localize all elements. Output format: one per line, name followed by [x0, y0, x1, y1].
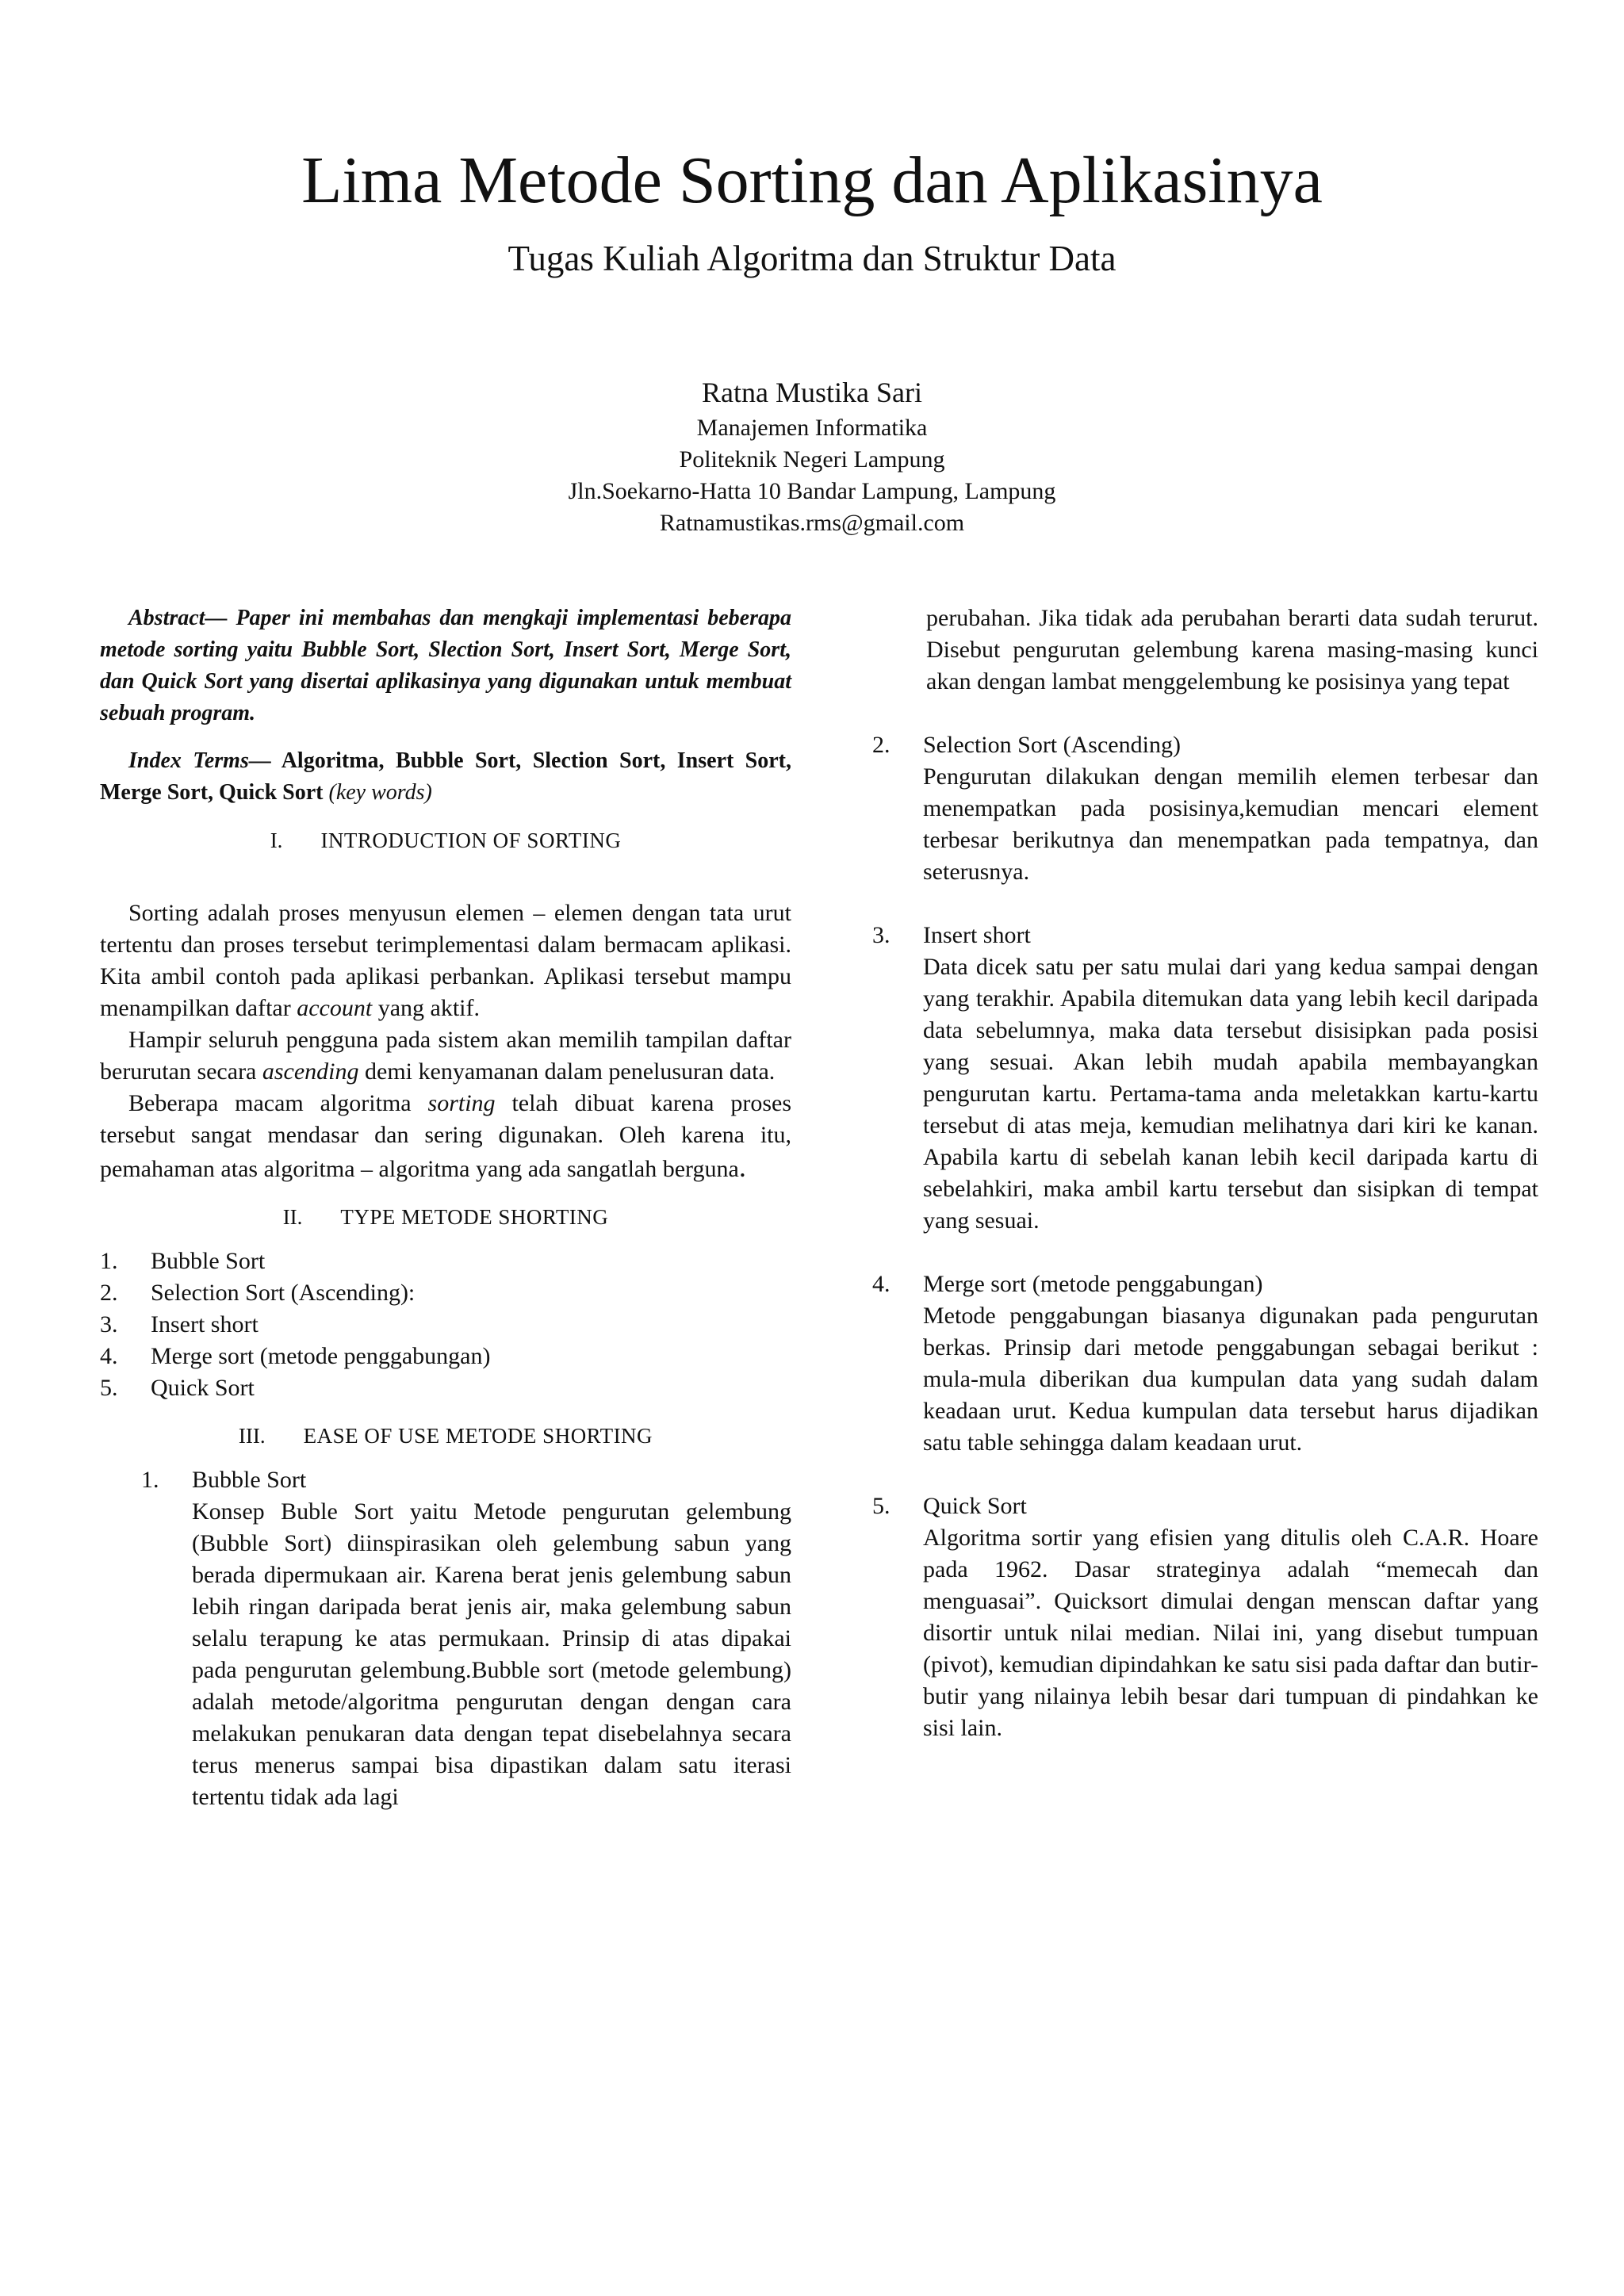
method-description: Konsep Buble Sort yaitu Metode pengurutan gelembung (Bubble Sort) diinspirasikan oleh gelembung sabun yang berada dipermukaan air. Karena berat jenis gelembung sabun lebih ringan daripada berat jenis air, maka gelembung sabun selalu terapung ke atas permukaan. Prinsip di atas dipakai pada pengurutan gelembung.Bubble sort (metode gelembung) adalah metode/algoritma pengurutan dengan dengan cara melakukan penukaran data dengan tepat disebelahnya secara terus menerus sampai bisa dipastikan dalam satu iterasi tertentu tidak ada lagi [192, 1498, 791, 1810]
method-item-bubble-sort [100, 1464, 791, 1813]
section-1-title: INTRODUCTION OF SORTING [320, 828, 622, 852]
index-terms-note: (key words) [328, 780, 432, 805]
right-column [872, 603, 1538, 1776]
method-item-merge-sort [872, 1269, 1538, 1459]
method-description: Metode penggabungan biasanya digunakan pada pengurutan berkas. Prinsip dari metode penggabungan sebagai berikut : mula-mula diberikan dua kumpulan data yang sudah dalam keadaan urut. Kedua kumpulan data tersebut harus dijadikan satu table sehingga dalam keadaan urut. [923, 1303, 1538, 1456]
paper-subtitle: Tugas Kuliah Algoritma dan Struktur Data [508, 239, 1116, 278]
method-label: Merge sort (metode penggabungan) [923, 1271, 1263, 1297]
abstract [100, 603, 791, 729]
author-institution: Politeknik Negeri Lampung [679, 446, 945, 473]
method-label: Selection Sort (Ascending) [923, 732, 1181, 758]
index-terms [100, 745, 791, 809]
author-dept: Manajemen Informatika [696, 415, 928, 441]
method-number: 3. [872, 922, 891, 948]
list-item: 1. Bubble Sort [100, 1248, 266, 1274]
intro-paragraph-3: Beberapa macam algoritma sorting telah dibuat karena proses tersebut sangat mendasar dan sering digunakan. Oleh karena itu, pemahaman atas algoritma – algoritma yang ada sangatlah berguna. [100, 1090, 791, 1183]
section-2-number: II. [282, 1205, 303, 1229]
author-name: Ratna Mustika Sari [702, 377, 922, 408]
intro-paragraph-2: Hampir seluruh pengguna pada sistem akan memilih tampilan daftar berurutan secara ascending demi kenyamanan dalam penelusuran data. [100, 1027, 791, 1085]
left-column [100, 603, 791, 1813]
abstract-text: Paper ini membahas dan mengkaji implementasi beberapa metode sorting yaitu Bubble Sort, Slection Sort, Insert Sort, Merge Sort, dan Quick Sort yang disertai aplikasinya yang digunakan untuk membuat sebuah program. [100, 606, 791, 725]
section-1-number: I. [270, 828, 283, 852]
section-3-title: EASE OF USE METODE SHORTING [303, 1424, 653, 1448]
list-item: 4. Merge sort (metode penggabungan) [100, 1343, 491, 1369]
section-3-number: III. [238, 1424, 266, 1448]
method-number: 5. [872, 1493, 891, 1519]
method-item-insert-sort [872, 920, 1538, 1237]
sorting-type-list [100, 1246, 791, 1404]
method-number: 4. [872, 1271, 891, 1297]
list-item: 5. Quick Sort [100, 1375, 255, 1401]
section-3-heading [100, 1420, 791, 1452]
method-description: Pengurutan dilakukan dengan memilih elemen terbesar dan menempatkan pada posisinya,kemudian mencari element terbesar berikutnya dan menempatkan pada tempatnya, dan seterusnya. [923, 763, 1538, 885]
section-1-heading [100, 825, 791, 856]
method-item-selection-sort [872, 729, 1538, 888]
method-label: Bubble Sort [192, 1467, 307, 1493]
author-address: Jln.Soekarno-Hatta 10 Bandar Lampung, Lampung [568, 478, 1056, 504]
section-2-title: TYPE METODE SHORTING [340, 1205, 609, 1229]
method-description: Data dicek satu per satu mulai dari yang kedua sampai dengan yang terakhir. Apabila ditemukan data yang lebih kecil daripada data sebelumnya, maka data tersebut disisipkan pada posisi yang sesuai. Akan lebih mudah apabila membayangkan pengurutan kartu. Pertama-tama anda meletakkan kartu-kartu tersebut di atas meja, kemudian melihatnya dari kiri ke kanan. Apabila kartu di sebelah kanan lebih kecil daripada kartu di sebelahkiri, maka ambil kartu tersebut dan sisipkan di tempat yang sesuai. [923, 954, 1538, 1234]
author-block [0, 373, 1624, 539]
list-item: 2. Selection Sort (Ascending): [100, 1280, 416, 1306]
list-item: 3. Insert short [100, 1311, 259, 1337]
method-number: 2. [872, 732, 891, 758]
author-email: Ratnamustikas.rms@gmail.com [659, 510, 965, 536]
index-terms-label: Index Terms— [128, 748, 271, 773]
intro-paragraph-1: Sorting adalah proses menyusun elemen – elemen dengan tata urut tertentu dan proses tersebut terimplementasi dalam bermacam aplikasi. Kita ambil contoh pada aplikasi perbankan. Aplikasi tersebut mampu menampilkan daftar account yang aktif. [100, 900, 791, 1021]
bubble-sort-continuation: perubahan. Jika tidak ada perubahan berarti data sudah terurut. Disebut pengurutan gelembung karena masing-masing kunci akan dengan lambat menggelembung ke posisinya yang tepat [926, 605, 1538, 695]
method-label: Quick Sort [923, 1493, 1027, 1519]
paper-title: Lima Metode Sorting dan Aplikasinya [301, 144, 1323, 217]
method-label: Insert short [923, 922, 1031, 948]
index-terms-list: Algoritma, Bubble Sort, Slection Sort, Insert Sort, Merge Sort, Quick Sort [100, 748, 791, 805]
method-number: 1. [141, 1467, 159, 1493]
abstract-label: Abstract— [128, 606, 228, 630]
section-2-heading [100, 1201, 791, 1233]
method-item-quick-sort [872, 1490, 1538, 1744]
method-description: Algoritma sortir yang efisien yang ditulis oleh C.A.R. Hoare pada 1962. Dasar strateginya adalah “memecah dan menguasai”. Quicksort dimulai dengan menscan daftar yang disortir untuk nilai median. Nilai ini, yang disebut tumpuan (pivot), kemudian dipindahkan ke satu sisi pada daftar dan butir-butir yang nilainya lebih besar dari tumpuan di pindahkan ke sisi lain. [923, 1525, 1538, 1741]
